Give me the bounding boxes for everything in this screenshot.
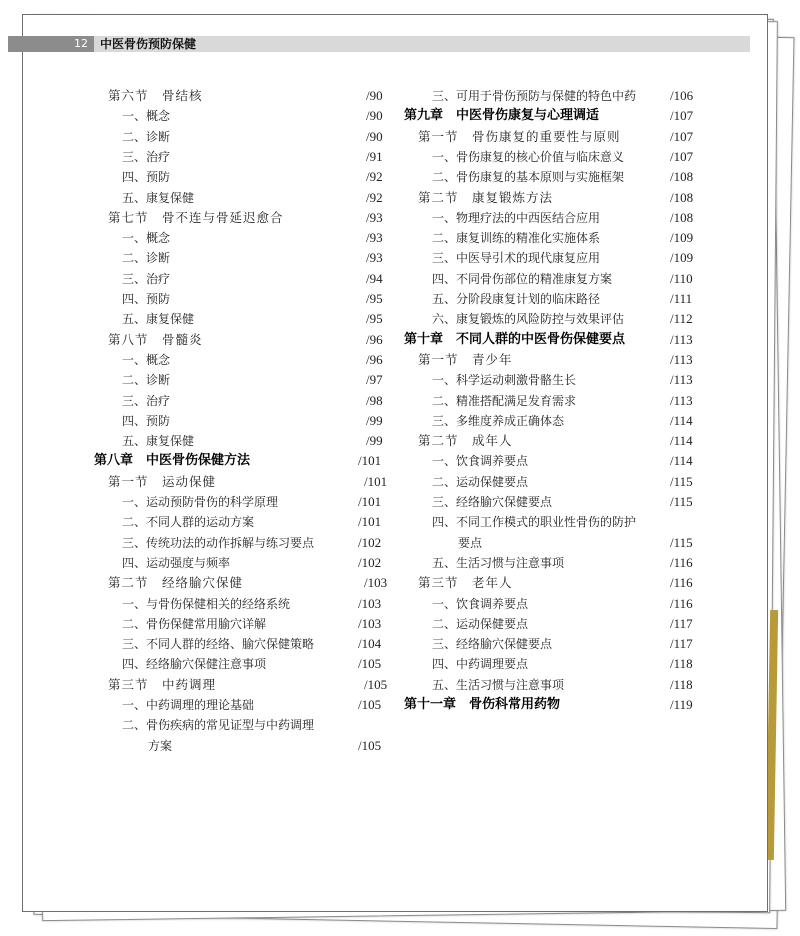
toc-entry-title: 四、预防 [122, 413, 171, 428]
toc-entry-page: /101 [358, 453, 382, 469]
toc-entry-page: /114 [670, 453, 693, 469]
toc-entry-page: /110 [670, 270, 693, 286]
toc-entry-title: 二、诊断 [122, 129, 171, 144]
toc-item-row [0, 309, 800, 329]
toc-entry-page: /99 [366, 433, 383, 449]
toc-entry-title: 三、多维度养成正确体态 [432, 413, 565, 428]
toc-entry-title: 方案 [148, 738, 173, 753]
toc-entry-page: /107 [670, 128, 694, 144]
toc-item-row [0, 289, 800, 309]
toc-entry-title: 二、诊断 [122, 373, 171, 388]
toc-entry-title: 二、运动保健要点 [432, 474, 529, 489]
toc-item-row [0, 634, 800, 654]
toc-item-row [0, 208, 800, 228]
toc-entry-title: 第八章 中医骨伤保健方法 [94, 453, 251, 469]
toc-entry-page: /109 [670, 250, 694, 266]
toc-entry-title: 二、骨伤保健常用腧穴详解 [122, 616, 267, 631]
toc-entry-title: 一、饮食调养要点 [432, 596, 529, 611]
toc-entry-page: /103 [364, 575, 388, 591]
toc-entry-title: 三、不同人群的经络、腧穴保健策略 [122, 637, 315, 652]
toc-entry-page: /95 [366, 291, 383, 306]
toc-entry-page: /108 [670, 169, 694, 185]
toc-entry-page: /103 [358, 615, 382, 631]
toc-entry-page: /91 [366, 148, 383, 164]
toc-item-row [0, 451, 800, 471]
toc-item-row [0, 675, 800, 695]
toc-entry-page: /93 [366, 209, 383, 225]
toc-entry-page: /96 [366, 351, 383, 367]
toc-entry-page: /118 [670, 656, 693, 672]
toc-entry-title: 二、诊断 [122, 251, 171, 266]
toc-entry-page: /108 [670, 189, 694, 205]
toc-entry-title: 第八节 骨髓炎 [108, 331, 203, 347]
toc-entry-title: 五、康复保健 [122, 190, 195, 205]
toc-entry-title: 四、预防 [122, 170, 171, 185]
toc-entry-page: /107 [670, 108, 694, 124]
toc-chapter-row [0, 106, 800, 126]
toc-entry-title: 第二节 康复锻炼方法 [418, 189, 554, 205]
toc-entry-title: 四、不同骨伤部位的精准康复方案 [432, 271, 613, 286]
book-title: 中医骨伤预防保健 [100, 37, 197, 51]
toc-entry-title: 第一节 骨伤康复的重要性与原则 [418, 128, 621, 144]
toc-entry-page: /115 [670, 473, 693, 489]
toc-entry-title: 第七节 骨不连与骨延迟愈合 [108, 209, 284, 225]
toc-entry-title: 五、生活习惯与注意事项 [432, 677, 565, 692]
toc-chapter-row [0, 330, 800, 350]
toc-entry-title: 三、经络腧穴保健要点 [432, 495, 553, 509]
toc-entry-page: /102 [358, 534, 382, 550]
toc-entry-title: 一、概念 [122, 352, 171, 367]
toc-item-row [0, 167, 800, 187]
toc-item-row [0, 472, 800, 492]
toc-entry-title: 第十一章 骨伤科常用药物 [404, 697, 561, 712]
toc-entry-page: /95 [366, 311, 383, 327]
toc-entry-page: /105 [364, 676, 388, 692]
toc-item-row [0, 512, 800, 532]
toc-entry-title: 要点 [458, 535, 483, 550]
toc-entry-title: 三、治疗 [122, 149, 171, 164]
toc-entry-title: 第三节 老年人 [418, 575, 513, 591]
toc-entry-page: /115 [670, 534, 693, 550]
toc-entry-title: 三、经络腧穴保健要点 [432, 637, 553, 652]
toc-entry-page: /113 [670, 372, 693, 388]
toc-entry-title: 一、饮食调养要点 [432, 454, 529, 469]
toc-entry-page: /106 [670, 88, 694, 103]
toc-section-row [0, 350, 800, 370]
toc-entry-title: 二、骨伤康复的基本原则与实施框架 [432, 170, 625, 185]
toc-entry-title: 五、生活习惯与注意事项 [432, 555, 565, 570]
toc-entry-title: 二、运动保健要点 [432, 616, 529, 631]
toc-entry-title: 四、运动强度与频率 [122, 555, 231, 570]
toc-item-row [0, 86, 800, 106]
toc-entry-page: /102 [358, 554, 382, 570]
toc-item-row [0, 391, 800, 411]
toc-entry-title: 第二节 成年人 [418, 433, 513, 449]
toc-entry-title: 二、精准搭配满足发育需求 [432, 393, 577, 408]
toc-entry-page: /113 [670, 392, 693, 408]
toc-entry-title: 四、不同工作模式的职业性骨伤的防护 [432, 515, 637, 530]
toc-item-row [0, 654, 800, 674]
toc-entry-title: 二、骨伤疾病的常见证型与中药调理 [122, 718, 315, 733]
toc-entry-title: 第三节 中药调理 [108, 676, 217, 692]
toc-entry-page: /108 [670, 209, 694, 225]
toc-entry-page: /101 [364, 473, 388, 489]
toc-entry-page: /109 [670, 230, 694, 246]
toc-item-row [0, 492, 800, 512]
toc-item-row [0, 594, 800, 614]
toc-entry-page: /92 [366, 189, 383, 205]
toc-item-row [0, 411, 800, 431]
toc-entry-page: /98 [366, 392, 383, 408]
toc-entry-page: /114 [670, 433, 693, 449]
toc-entry-title: 第六节 骨结核 [108, 88, 203, 103]
toc-section-row [0, 188, 800, 208]
toc-entry-page: /93 [366, 250, 383, 266]
toc-entry-page: /113 [670, 331, 693, 347]
toc-entry-title: 第十章 不同人群的中医骨伤保健要点 [404, 331, 626, 347]
toc-entry-page: /105 [358, 697, 382, 712]
toc-entry-title: 一、科学运动刺激骨骼生长 [432, 373, 577, 388]
toc-entry-page: /117 [670, 636, 693, 652]
toc-item-row [0, 715, 800, 735]
toc-entry-page: /104 [358, 636, 382, 652]
toc-entry-title: 四、预防 [122, 292, 171, 306]
toc-entry-page: /90 [366, 88, 383, 103]
toc-entry-page: /90 [366, 108, 383, 124]
toc-item-row [0, 370, 800, 390]
toc-cont-row [0, 533, 800, 553]
toc-entry-page: /107 [670, 148, 694, 164]
toc-entry-page: /112 [670, 311, 693, 327]
toc-item-row [0, 147, 800, 167]
toc-entry-page: /99 [366, 412, 383, 428]
toc-item-row [0, 269, 800, 289]
toc-entry-title: 三、传统功法的动作拆解与练习要点 [122, 535, 315, 550]
toc-entry-page: /97 [366, 372, 383, 388]
toc-entry-page: /101 [358, 494, 382, 509]
toc-item-row [0, 553, 800, 573]
toc-entry-page: /101 [358, 514, 382, 530]
toc-item-row [0, 248, 800, 268]
toc-entry-title: 一、概念 [122, 231, 171, 246]
toc-entry-page: /115 [670, 494, 693, 509]
toc-entry-title: 一、骨伤康复的核心价值与临床意义 [432, 149, 625, 164]
toc-entry-page: /105 [358, 737, 382, 753]
toc-section-row [0, 127, 800, 147]
toc-entry-title: 第九章 中医骨伤康复与心理调适 [404, 108, 600, 124]
toc-entry-title: 四、经络腧穴保健注意事项 [122, 657, 267, 672]
toc-entry-title: 五、康复保健 [122, 434, 195, 449]
toc-entry-page: /105 [358, 656, 382, 672]
toc-section-row [0, 431, 800, 451]
toc-entry-title: 一、物理疗法的中西医结合应用 [432, 210, 601, 225]
toc-entry-page: /114 [670, 412, 693, 428]
toc-entry-title: 一、与骨伤保健相关的经络系统 [122, 596, 291, 611]
toc-entry-page: /103 [358, 595, 382, 611]
toc-entry-page: /94 [366, 270, 383, 286]
toc-entry-title: 一、中药调理的理论基础 [122, 698, 255, 712]
toc-entry-title: 第一节 青少年 [418, 351, 513, 367]
toc-entry-title: 五、康复保健 [122, 312, 195, 327]
toc-section-row [0, 573, 800, 593]
toc-entry-title: 五、分阶段康复计划的临床路径 [432, 292, 601, 306]
toc-entry-title: 四、中药调理要点 [432, 657, 529, 672]
toc-entry-page: /116 [670, 575, 693, 591]
toc-entry-page: /96 [366, 331, 383, 347]
toc-entry-page: /117 [670, 615, 693, 631]
toc-entry-page: /113 [670, 351, 693, 367]
toc-entry-page: /92 [366, 169, 383, 185]
toc-entry-page: /111 [670, 291, 693, 306]
toc-entry-title: 三、治疗 [122, 271, 171, 286]
page-number: 12 [8, 36, 94, 52]
toc-item-row [0, 228, 800, 248]
toc-entry-page: /93 [366, 230, 383, 246]
toc-entry-title: 一、运动预防骨伤的科学原理 [122, 495, 279, 509]
toc-entry-title: 一、概念 [122, 109, 171, 124]
toc-entry-title: 六、康复锻炼的风险防控与效果评估 [432, 312, 625, 327]
toc-entry-page: /90 [366, 128, 383, 144]
toc-item-row [0, 614, 800, 634]
toc-entry-title: 三、可用于骨伤预防与保健的特色中药 [432, 89, 637, 103]
toc-entry-page: /119 [670, 697, 693, 712]
toc-entry-title: 二、康复训练的精准化实施体系 [432, 231, 601, 246]
toc-chapter-row [0, 695, 800, 715]
toc-entry-page: /118 [670, 676, 693, 692]
toc-entry-title: 三、治疗 [122, 393, 171, 408]
toc-entry-title: 第一节 运动保健 [108, 473, 217, 489]
toc-entry-title: 第二节 经络腧穴保健 [108, 575, 244, 591]
toc-entry-title: 三、中医导引术的现代康复应用 [432, 251, 601, 266]
toc-entry-title: 二、不同人群的运动方案 [122, 515, 255, 530]
toc-entry-page: /116 [670, 595, 693, 611]
toc-cont-row [0, 736, 800, 756]
toc-entry-page: /116 [670, 554, 693, 570]
